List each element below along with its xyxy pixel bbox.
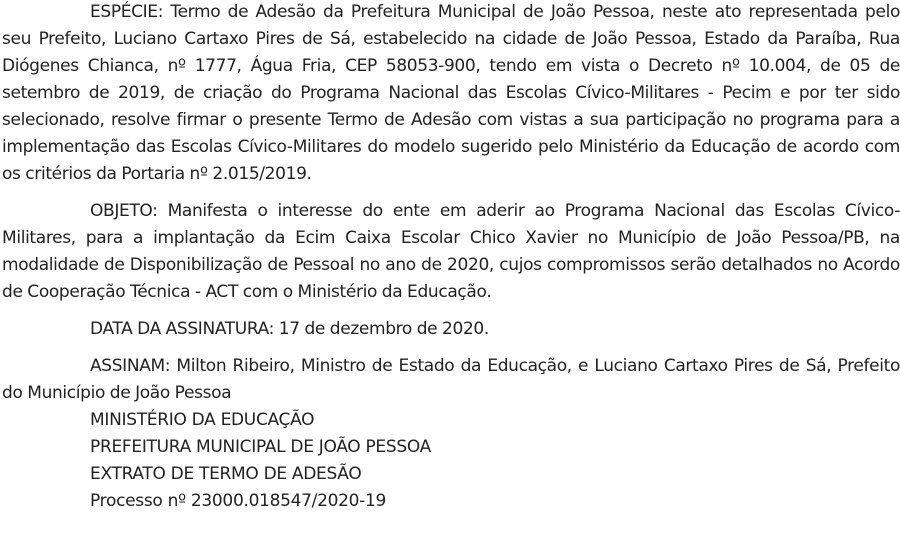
ministerio-heading: MINISTÉRIO DA EDUCAÇÃO xyxy=(90,410,315,430)
prefeitura-heading: PREFEITURA MUNICIPAL DE JOÃO PESSOA xyxy=(90,437,431,457)
objeto-paragraph: OBJETO: Manifesta o interesse do ente em aderir ao Programa Nacional das Escolas Cívico-Militares, para a implantação da Ecim Caixa Escolar Chico Xavier no Município de João Pessoa/PB, na modalidade de Disponibilização de Pessoal no ano de 2020, cujos compromissos serão detalhados no Acordo de Cooperação Técnica - ACT com o Ministério da Educação. xyxy=(2,201,900,302)
extrato-heading: EXTRATO DE TERMO DE ADESÃO xyxy=(90,464,362,484)
assinam-paragraph: ASSINAM: Milton Ribeiro, Ministro de Estado da Educação, e Luciano Cartaxo Pires de Sá, Prefeito do Município de João Pessoa xyxy=(2,356,900,403)
processo-number: Processo nº 23000.018547/2020-19 xyxy=(90,491,387,511)
document-body xyxy=(2,0,900,515)
especie-paragraph: ESPÉCIE: Termo de Adesão da Prefeitura Municipal de João Pessoa, neste ato representada pelo seu Prefeito, Luciano Cartaxo Pires de Sá, estabelecido na cidade de João Pessoa, Estado da Paraíba, Rua Diógenes Chianca, nº 1777, Água Fria, CEP 58053-900, tendo em vista o Decreto nº 10.004, de 05 de setembro de 2019, de criação do Programa Nacional das Escolas Cívico-Militares - Pecim e por ter sido selecionado, resolve firmar o presente Termo de Adesão com vistas a sua participação no programa para a implementação das Escolas Cívico-Militares do modelo sugerido pelo Ministério da Educação de acordo com os critérios da Portaria nº 2.015/2019. xyxy=(2,2,900,184)
data-assinatura-paragraph: DATA DA ASSINATURA: 17 de dezembro de 2020. xyxy=(90,319,489,339)
